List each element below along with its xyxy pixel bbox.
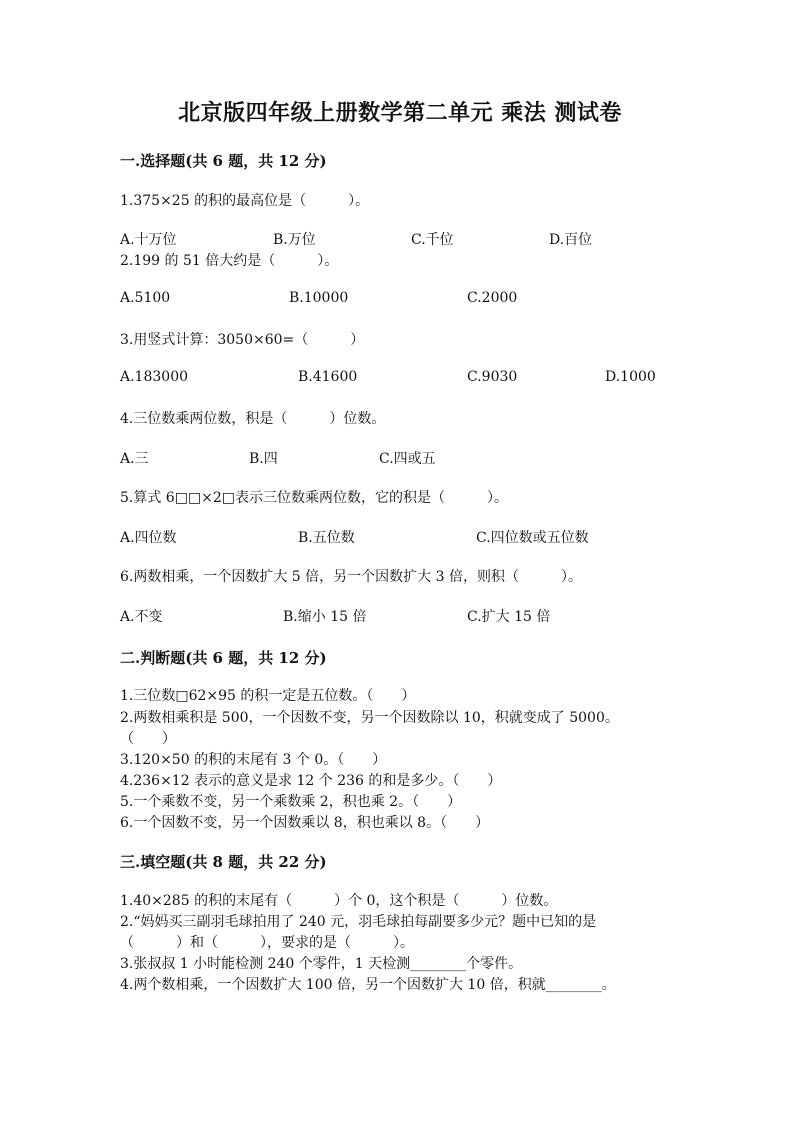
choice-5-option-c: C.四位数或五位数 (476, 530, 589, 546)
section-heading-fill: 三.填空题(共 8 题，共 22 分) (120, 853, 327, 871)
choice-2-option-c: C.2000 (467, 290, 518, 306)
judge-line-6: 6.一个因数不变，另一个因数乘以 8，积也乘以 8。（ ） (120, 815, 490, 831)
choice-question-1: 1.375×25 的积的最高位是（ ）。 (120, 193, 370, 209)
choice-4-option-c: C.四或五 (379, 451, 436, 467)
fill-line-2: 2.“妈妈买三副羽毛球拍用了 240 元，羽毛球拍每副要多少元？题中已知的是 (120, 914, 597, 930)
choice-5-option-b: B.五位数 (298, 530, 355, 546)
fill-line-3: 3.张叔叔 1 小时能检测 240 个零件，1 天检测________个零件。 (120, 956, 523, 972)
choice-question-4: 4.三位数乘两位数，积是（ ）位数。 (120, 411, 386, 427)
fill-line-1: 1.40×285 的积的末尾有（ ）个 0，这个积是（ ）位数。 (120, 893, 558, 909)
choice-6-option-b: B.缩小 15 倍 (283, 609, 367, 625)
choice-3-option-b: B.41600 (298, 369, 358, 385)
judge-line-2-cont: （ ） (120, 731, 176, 747)
choice-4-option-a: A.三 (120, 451, 149, 467)
choice-1-option-a: A.十万位 (120, 232, 177, 248)
choice-3-option-d: D.1000 (605, 369, 656, 385)
choice-2-option-b: B.10000 (289, 290, 349, 306)
choice-3-option-c: C.9030 (467, 369, 518, 385)
choice-6-option-a: A.不变 (120, 609, 163, 625)
page-title: 北京版四年级上册数学第二单元 乘法 测试卷 (178, 100, 622, 126)
choice-4-option-b: B.四 (249, 451, 278, 467)
choice-2-option-a: A.5100 (120, 290, 171, 306)
choice-question-2: 2.199 的 51 倍大约是（ ）。 (120, 253, 339, 269)
judge-line-1: 1.三位数□62×95 的积一定是五位数。（ ） (120, 688, 416, 704)
section-heading-choice: 一.选择题(共 6 题，共 12 分) (120, 152, 327, 170)
choice-question-5: 5.算式 6□□×2□表示三位数乘两位数，它的积是（ ）。 (120, 490, 509, 506)
judge-line-2: 2.两数相乘积是 500，一个因数不变，另一个因数除以 10，积就变成了 5000。 (120, 710, 619, 726)
judge-line-3: 3.120×50 的积的末尾有 3 个 0。（ ） (120, 752, 387, 768)
choice-6-option-c: C.扩大 15 倍 (467, 609, 551, 625)
fill-line-2-cont: （ ）和（ ），要求的是（ ）。 (120, 935, 414, 951)
choice-3-option-a: A.183000 (120, 369, 189, 385)
choice-question-3: 3.用竖式计算：3050×60=（ ） (120, 332, 365, 348)
section-heading-judge: 二.判断题(共 6 题，共 12 分) (120, 649, 327, 667)
choice-5-option-a: A.四位数 (120, 530, 177, 546)
choice-1-option-d: D.百位 (549, 232, 593, 248)
judge-line-4: 4.236×12 表示的意义是求 12 个 236 的和是多少。（ ） (120, 773, 502, 789)
choice-question-6: 6.两数相乘，一个因数扩大 5 倍，另一个因数扩大 3 倍，则积（ ）。 (120, 569, 582, 585)
choice-1-option-c: C.千位 (411, 232, 454, 248)
choice-1-option-b: B.万位 (273, 232, 316, 248)
judge-line-5: 5.一个乘数不变，另一个乘数乘 2，积也乘 2。（ ） (120, 794, 462, 810)
fill-line-4: 4.两个数相乘，一个因数扩大 100 倍，另一个因数扩大 10 倍，积就________。 (120, 977, 616, 993)
